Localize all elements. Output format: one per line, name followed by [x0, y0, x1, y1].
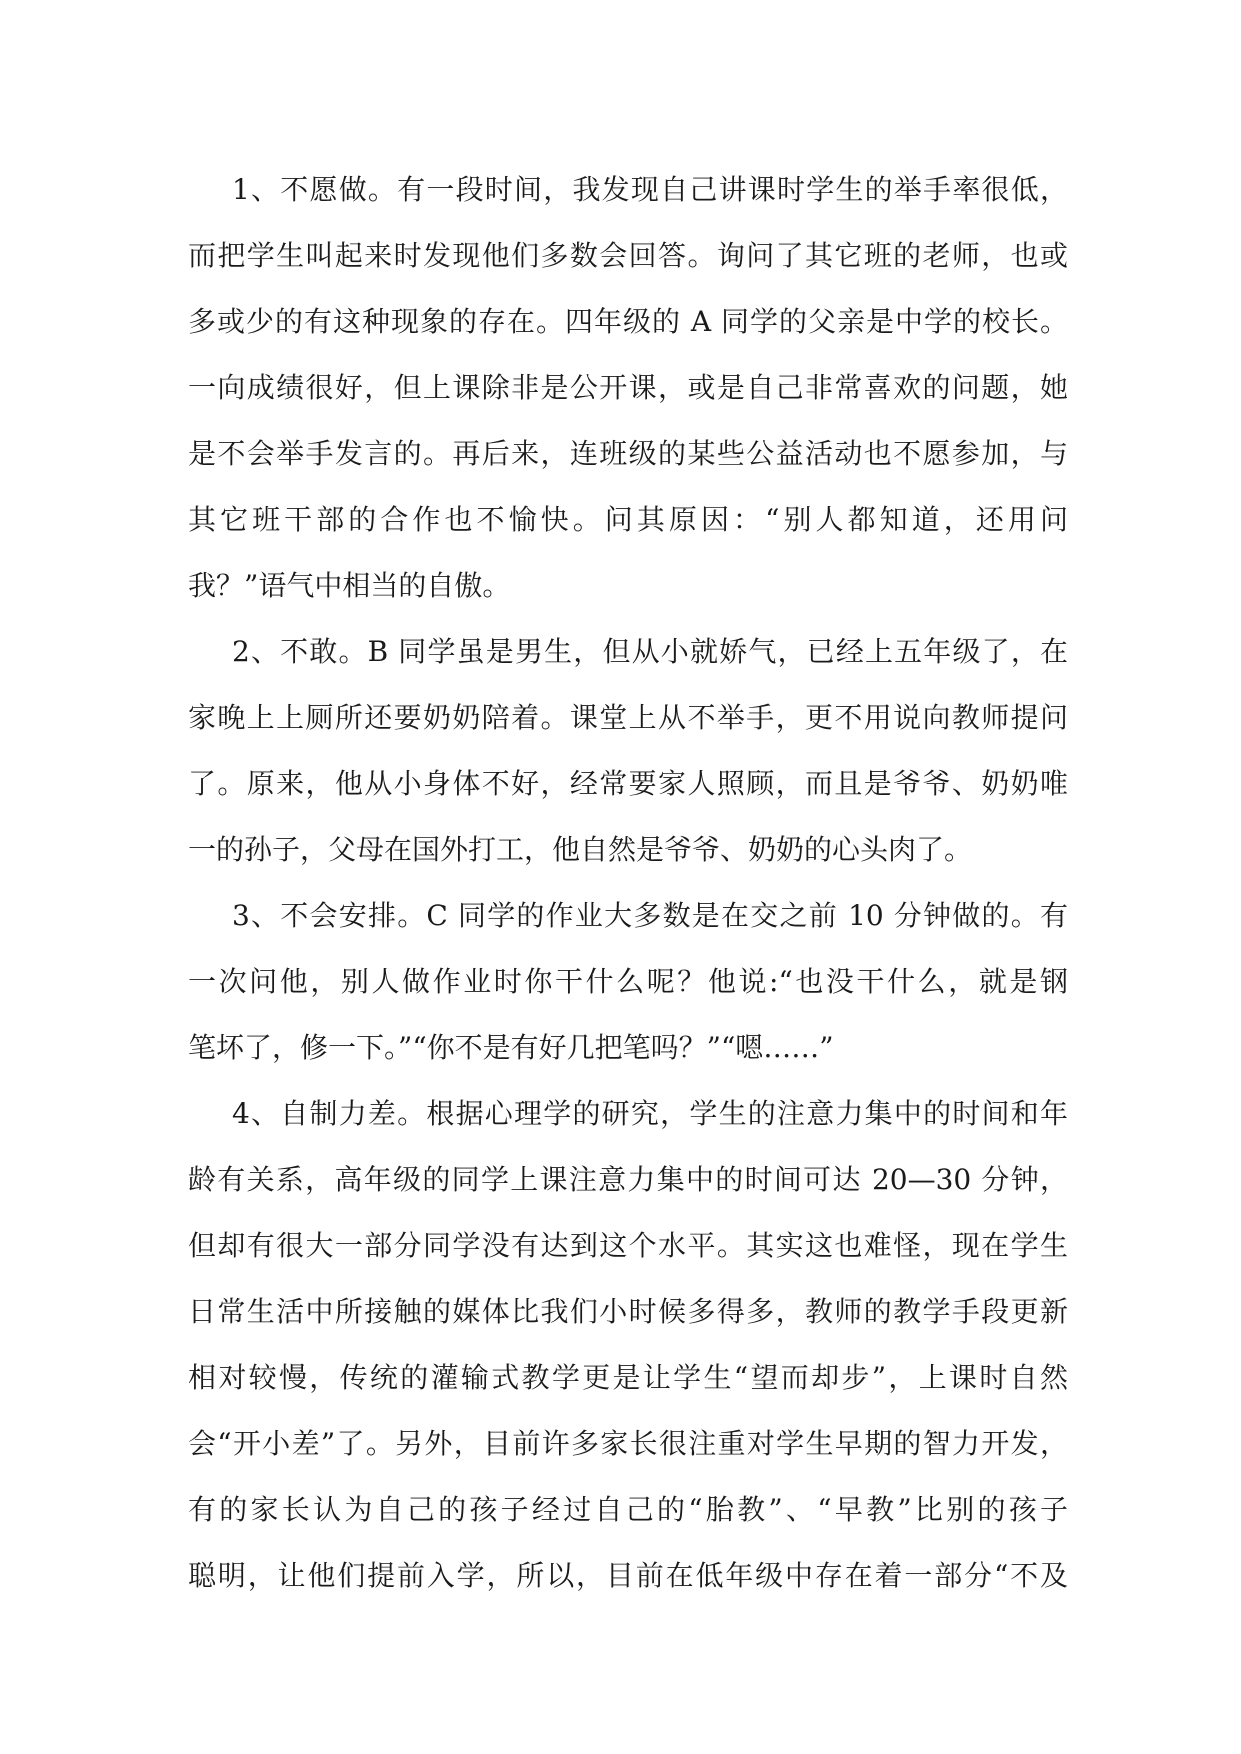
text-line: 会“开小差”了。另外，目前许多家长很注重对学生早期的智力开发，: [188, 1427, 1068, 1460]
text-line: 2、不敢。B 同学虽是男生，但从小就娇气，已经上五年级了，在: [232, 635, 1068, 668]
text-line: 有的家长认为自己的孩子经过自己的“胎教”、“早教”比别的孩子: [188, 1493, 1068, 1526]
text-line: 多或少的有这种现象的存在。四年级的 A 同学的父亲是中学的校长。: [188, 305, 1068, 338]
text-line: 1、不愿做。有一段时间，我发现自己讲课时学生的举手率很低，: [232, 173, 1068, 206]
text-line: 一向成绩很好，但上课除非是公开课，或是自己非常喜欢的问题，她: [188, 371, 1068, 404]
body-text: [188, 157, 1068, 1609]
text-line: 4、自制力差。根据心理学的研究，学生的注意力集中的时间和年: [232, 1097, 1068, 1130]
text-line: 是不会举手发言的。再后来，连班级的某些公益活动也不愿参加，与: [188, 437, 1068, 470]
text-line: 日常生活中所接触的媒体比我们小时候多得多，教师的教学手段更新: [188, 1295, 1068, 1328]
text-line: 一的孙子，父母在国外打工，他自然是爷爷、奶奶的心头肉了。: [188, 833, 973, 866]
text-line: 一次问他，别人做作业时你干什么呢？他说:“也没干什么，就是钢: [188, 965, 1068, 998]
text-line: 聪明，让他们提前入学，所以，目前在低年级中存在着一部分“不及: [188, 1559, 1068, 1592]
text-line: 家晚上上厕所还要奶奶陪着。课堂上从不举手，更不用说向教师提问: [188, 701, 1068, 734]
text-line: 我？”语气中相当的自傲。: [188, 569, 511, 602]
text-line: 笔坏了，修一下。”“你不是有好几把笔吗？”“嗯……”: [188, 1031, 834, 1064]
text-line: 而把学生叫起来时发现他们多数会回答。询问了其它班的老师，也或: [188, 239, 1068, 272]
text-line: 其它班干部的合作也不愉快。问其原因：“别人都知道，还用问: [188, 503, 1068, 536]
text-line: 相对较慢，传统的灌输式教学更是让学生“望而却步”，上课时自然: [188, 1361, 1068, 1394]
text-line: 了。原来，他从小身体不好，经常要家人照顾，而且是爷爷、奶奶唯: [188, 767, 1068, 800]
text-line: 但却有很大一部分同学没有达到这个水平。其实这也难怪，现在学生: [188, 1229, 1068, 1262]
text-line: 龄有关系，高年级的同学上课注意力集中的时间可达 20—30 分钟，: [188, 1163, 1068, 1196]
text-line: 3、不会安排。C 同学的作业大多数是在交之前 10 分钟做的。有: [232, 899, 1068, 932]
